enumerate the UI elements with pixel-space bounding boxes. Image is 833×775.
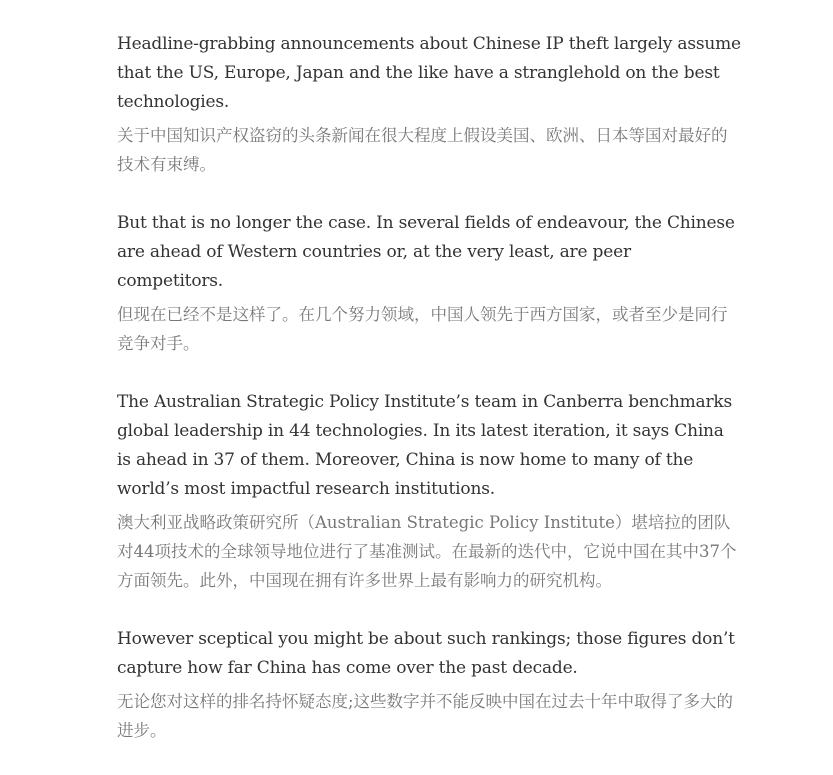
english-paragraph: The Australian Strategic Policy Institute’s team in Canberra benchmarks global leadership in 44 technologies. In its latest iteration, it says China is ahead in 37 of them. Moreover, China is now home to many of the world’s most impactful research institutions. [117, 392, 733, 499]
chinese-translation: 但现在已经不是这样了。在几个努力领域，中国人领先于西方国家，或者至少是同行竞争对手。 [117, 305, 728, 353]
english-paragraph: But that is no longer the case. In several fields of endeavour, the Chinese are ahead of Western countries or, at the very least, are peer competitors. [117, 213, 735, 291]
paragraph-block [117, 625, 742, 745]
english-paragraph: Headline-grabbing announcements about Chinese IP theft largely assume that the US, Europe, Japan and the like have a stranglehold on the best technologies. [117, 34, 741, 112]
paragraph-block [117, 209, 742, 358]
chinese-translation: 无论您对这样的排名持怀疑态度;这些数字并不能反映中国在过去十年中取得了多大的进步。 [117, 692, 734, 740]
chinese-translation: 关于中国知识产权盗窃的头条新闻在很大程度上假设美国、欧洲、日本等国对最好的技术有束缚。 [117, 126, 728, 174]
paragraph-block [117, 30, 742, 179]
bilingual-article [117, 30, 742, 775]
paragraph-block [117, 388, 742, 595]
chinese-translation: 澳大利亚战略政策研究所（Australian Strategic Policy Institute）堪培拉的团队对44项技术的全球领导地位进行了基准测试。在最新的迭代中，它说中国在其中37个方面领先。此外，中国现在拥有许多世界上最有影响力的研究机构。 [117, 513, 737, 590]
english-paragraph: However sceptical you might be about such rankings; those figures don’t capture how far China has come over the past decade. [117, 629, 735, 678]
